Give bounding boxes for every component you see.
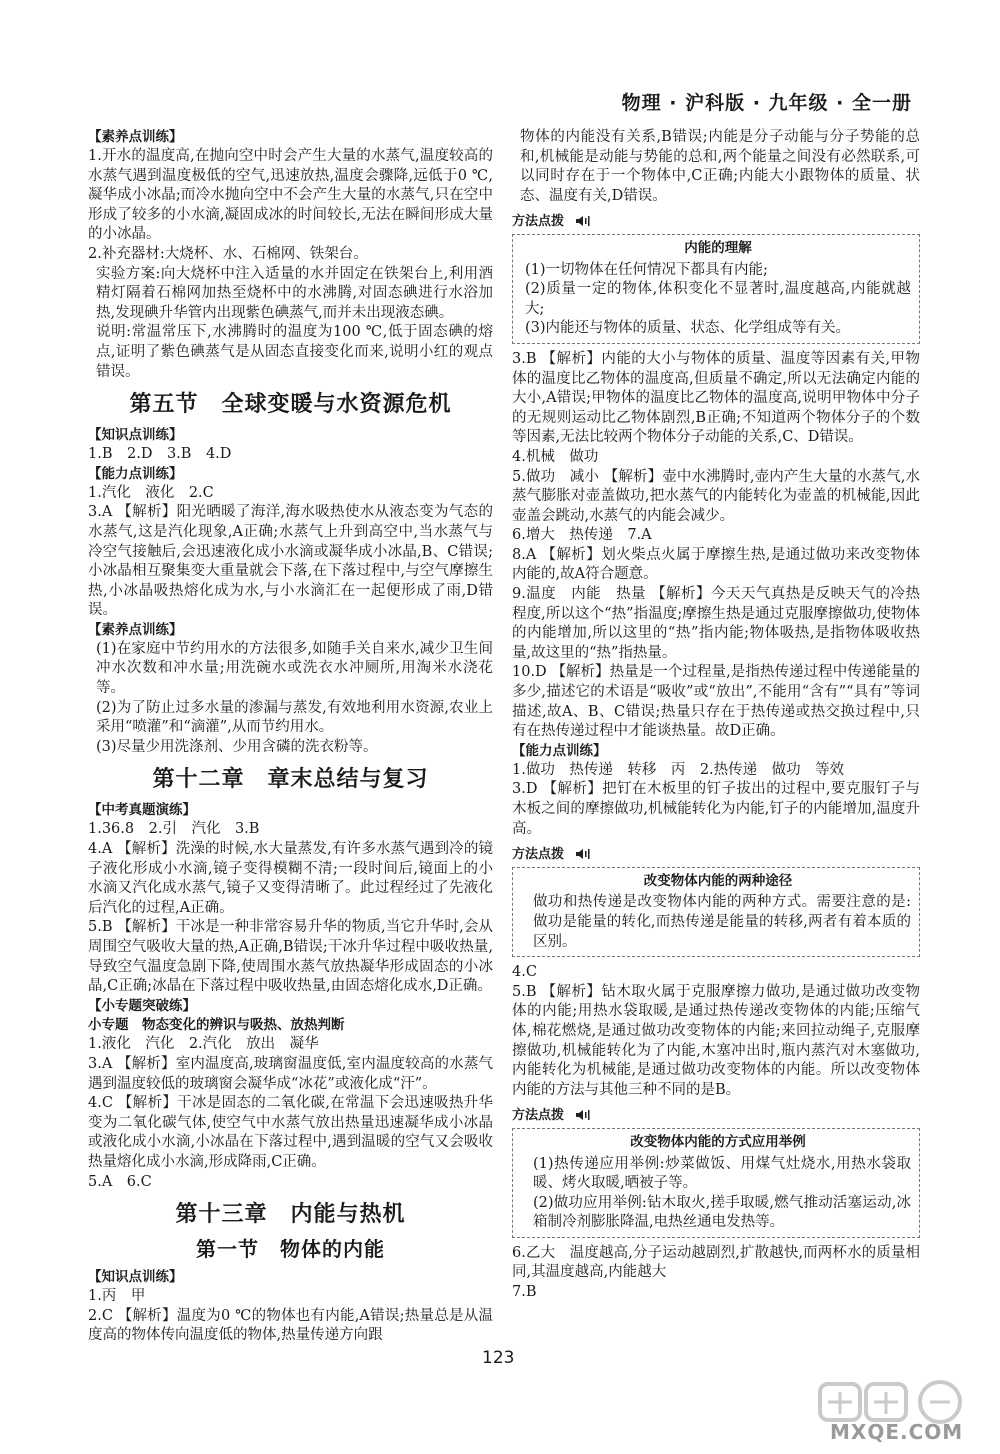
section-title: 第一节 物体的内能	[196, 1237, 385, 1262]
answer-item: 1.做功 热传递 转移 丙 2.热传递 做功 等效	[512, 761, 845, 778]
tip-item: (2)质量一定的物体,体积变化不显著时,温度越高,内能就越大;	[525, 281, 911, 317]
answer-item: 8.A 【解析】划火柴点火属于摩擦生热,是通过做功来改变物体内能的,故A符合题意。	[512, 546, 920, 583]
section-tag: 【能力点训练】	[88, 465, 183, 482]
answer-item: 1.液化 汽化 2.汽化 放出 凝华	[88, 1036, 319, 1053]
answer-item: 7.B	[512, 1284, 537, 1301]
section-tag: 【知识点训练】	[88, 1269, 183, 1286]
page-header: 物理 · 沪科版 · 九年级 · 全一册	[621, 92, 912, 114]
answer-item: 4.机械 做功	[512, 448, 599, 465]
answer-item: (2)为了防止过多水量的渗漏与蒸发,有效地利用水资源,农业上采用“喷灌”和“滴灌”,从而节约用水。	[96, 699, 493, 736]
answer-item: 2.补充器材:大烧杯、水、石棉网、铁架台。	[88, 245, 368, 262]
answer-item: 1.丙 甲	[88, 1288, 146, 1305]
method-tip-title: 改变物体内能的方式应用举例	[630, 1133, 806, 1150]
answer-item: 3.A 【解析】室内温度高,玻璃窗温度低,室内温度较高的水蒸气遇到温度较低的玻璃窗会凝华成“冰花”或液化成“汗”。	[88, 1055, 493, 1092]
tip-item: (2)做功应用举例:钻木取火,搓手取暖,燃气推动活塞运动,冰箱制冷剂膨胀降温,电热丝通电发热等。	[533, 1194, 911, 1231]
answer-item: 5.B 【解析】干冰是一种非常容易升华的物质,当它升华时,会从周围空气吸收大量的热,A正确,B错误;干冰升华过程中吸收热量,导致空气温度急剧下降,使周围水蒸气放热凝华形成固态的小冰晶,C正确;冰晶在下落过程中吸收热量,由固态熔化成水,D正确。	[88, 919, 493, 995]
section-title: 第五节 全球变暖与水资源危机	[129, 391, 452, 418]
tip-item: (3)内能还与物体的质量、状态、化学组成等有关。	[525, 320, 851, 337]
answer-item: 1.36.8 2.引 汽化 3.B	[88, 821, 260, 838]
answer-item: 5.A 6.C	[88, 1173, 152, 1190]
watermark-text: MXQE.COM	[830, 1420, 964, 1444]
method-tip-box	[512, 1106, 920, 1238]
tip-item: 做功和热传递是改变物体内能的两种方式。需要注意的是:做功是能量的转化,而热传递是能量的转移,两者有着本质的区别。	[533, 894, 911, 950]
answer-item: 1.开水的温度高,在抛向空中时会产生大量的水蒸气,温度较高的水蒸气遇到温度极低的空气,迅速放热,温度会骤降,远低于0 ℃,凝华成小冰晶;而冷水抛向空中不会产生大量的水蒸气,只在空中形成了较多的小水滴,凝固成冰的时间较长,无法在瞬间形成大量的小冰晶。	[88, 148, 493, 243]
answer-item: 3.B 【解析】内能的大小与物体的质量、温度等因素有关,甲物体的温度比乙物体的温度高,但质量不确定,所以无法确定内能的大小,A错误;甲物体的温度比乙物体的温度高,说明甲物体中分子的无规则运动比乙物体剧烈,B正确;不知道两个物体分子的个数等因素,无法比较两个物体分子动能的关系,C、D错误。	[512, 350, 920, 446]
method-tip-label: 方法点拨	[512, 1108, 565, 1124]
method-tip-content	[512, 1128, 920, 1238]
method-tip-title: 内能的理解	[684, 239, 752, 256]
answer-item: 2.C 【解析】温度为0 ℃的物体也有内能,A错误;热量总是从温度高的物体传向温度低的物体,热量传递方向跟	[88, 1307, 493, 1344]
answer-item: 5.做功 减小 【解析】壶中水沸腾时,壶内产生大量的水蒸气,水蒸气膨胀对壶盖做功,把水蒸气的内能转化为壶盖的机械能,因此壶盖会跳动,水蒸气的内能会减少。	[512, 468, 920, 524]
speaker-icon	[575, 215, 591, 227]
answer-item: 6.乙大 温度越高,分子运动越剧烈,扩散越快,而两杯水的质量相同,其温度越高,内能越大	[512, 1244, 920, 1281]
section-tag: 【小专题突破练】	[88, 997, 196, 1014]
method-tip-content	[512, 234, 920, 344]
answer-item: 说明:常温常压下,水沸腾时的温度为100 ℃,低于固态碘的熔点,证明了紫色碘蒸气是从固态直接变化而来,说明小红的观点错误。	[96, 324, 493, 380]
method-tip-box	[512, 212, 920, 344]
answer-item: 实验方案:向大烧杯中注入适量的水并固定在铁架台上,利用酒精灯隔着石棉网加热至烧杯中的水沸腾,对固态碘进行水浴加热,发现碘升华管内出现紫色碘蒸气,而并未出现液态碘。	[96, 265, 493, 321]
answer-item: 1.B 2.D 3.B 4.D	[88, 446, 232, 463]
answer-item: 4.C 【解析】干冰是固态的二氧化碳,在常温下会迅速吸热升华变为二氧化碳气体,使空气中水蒸气放出热量迅速凝华成小冰晶或液化成小水滴,小冰晶在下落过程中,遇到温暖的空气又会吸收热量熔化成小水滴,形成降雨,C正确。	[88, 1095, 493, 1170]
answer-item: 9.温度 内能 热量 【解析】今天天气真热是反映天气的冷热程度,所以这个“热”指温度;摩擦生热是通过克服摩擦做功,使物体的内能增加,所以这里的“热”指内能;物体吸热,是指物体吸收热量,故这里的“热”指热量。	[512, 586, 920, 661]
left-column	[88, 128, 493, 1346]
tip-item: (1)一切物体在任何情况下都具有内能;	[525, 261, 768, 278]
answer-item: 1.汽化 液化 2.C	[88, 484, 214, 501]
answer-item: (1)在家庭中节约用水的方法很多,如随手关自来水,减少卫生间冲水次数和冲水量;用洗碗水或洗衣水冲厕所,用淘米水浇花等。	[96, 640, 493, 697]
chapter-title: 第十三章 内能与热机	[175, 1201, 406, 1228]
tip-item: (1)热传递应用举例:炒菜做饭、用煤气灶烧水,用热水袋取暖、烤火取暖,晒被子等。	[533, 1155, 911, 1192]
section-tag: 【素养点训练】	[88, 129, 183, 145]
method-tip-label: 方法点拨	[512, 847, 565, 863]
topic-subtitle: 小专题 物态变化的辨识与吸热、放热判断	[88, 1016, 345, 1033]
answer-item: 3.D 【解析】把钉在木板里的钉子拔出的过程中,要克服钉子与木板之间的摩擦做功,机械能转化为内能,钉子的内能增加,温度升高。	[512, 781, 920, 837]
section-tag: 【素养点训练】	[88, 621, 183, 638]
answer-item: (3)尽量少用洗涤剂、少用含磷的洗衣粉等。	[96, 738, 378, 755]
page-number: 123	[482, 1348, 515, 1368]
speaker-icon	[575, 1109, 591, 1121]
method-tip-box	[512, 845, 920, 957]
section-tag: 【能力点训练】	[512, 742, 607, 759]
section-tag: 【中考真题演练】	[88, 802, 196, 819]
chapter-title: 第十二章 章末总结与复习	[152, 766, 429, 793]
method-tip-label: 方法点拨	[512, 214, 565, 230]
answer-item: 4.C	[512, 964, 537, 981]
section-tag: 【知识点训练】	[88, 427, 183, 444]
right-column	[512, 128, 920, 1303]
method-tip-title: 改变物体内能的两种途径	[643, 872, 793, 889]
answer-item: 5.B 【解析】钻木取火属于克服摩擦力做功,是通过做功改变物体的内能;用热水袋取暖,是通过热传递改变物体的内能;压缩气体,棉花燃烧,是通过做功改变物体的内能;来回拉动绳子,克服摩擦做功,机械能转化为了内能,木塞冲出时,瓶内蒸汽对木塞做功,内能转化为机械能,是通过做功改变物体的内能。所以改变物体内能的方法与其他三种不同的是B。	[512, 983, 920, 1098]
answer-item: 4.A 【解析】洗澡的时候,水大量蒸发,有许多水蒸气遇到冷的镜子液化形成小水滴,镜子变得模糊不清;一段时间后,镜面上的小水滴又汽化成水蒸气,镜子又变得清晰了。此过程经过了先液化后汽化的过程,A正确。	[88, 841, 493, 916]
answer-item: 3.A 【解析】阳光晒暖了海洋,海水吸热使水从液态变为气态的水蒸气,这是汽化现象,A正确;水蒸气上升到高空中,当水蒸气与冷空气接触后,会迅速液化成小水滴或凝华成小冰晶,B、C错误;小冰晶相互聚集变大重量就会下落,在下落过程中,与空气摩擦生热,小冰晶吸热熔化成为水,与小水滴汇在一起便形成了雨,D错误。	[88, 504, 493, 619]
answer-item: 6.增大 热传递 7.A	[512, 527, 652, 544]
method-tip-content	[512, 867, 920, 957]
answer-item: 10.D 【解析】热量是一个过程量,是指热传递过程中传递能量的多少,描述它的术语是“吸收”或“放出”,不能用“含有”“具有”等词描述,故A、B、C错误;热量只存在于热传递或热交换过程中,只有在热传递过程中才能谈热量。故D正确。	[512, 664, 920, 740]
speaker-icon	[575, 848, 591, 860]
answer-item: 物体的内能没有关系,B错误;内能是分子动能与分子势能的总和,机械能是动能与势能的总和,两个能量之间没有必然联系,可以同时存在于一个物体中,C正确;内能大小跟物体的质量、状态、温度有关,D错误。	[520, 129, 920, 204]
